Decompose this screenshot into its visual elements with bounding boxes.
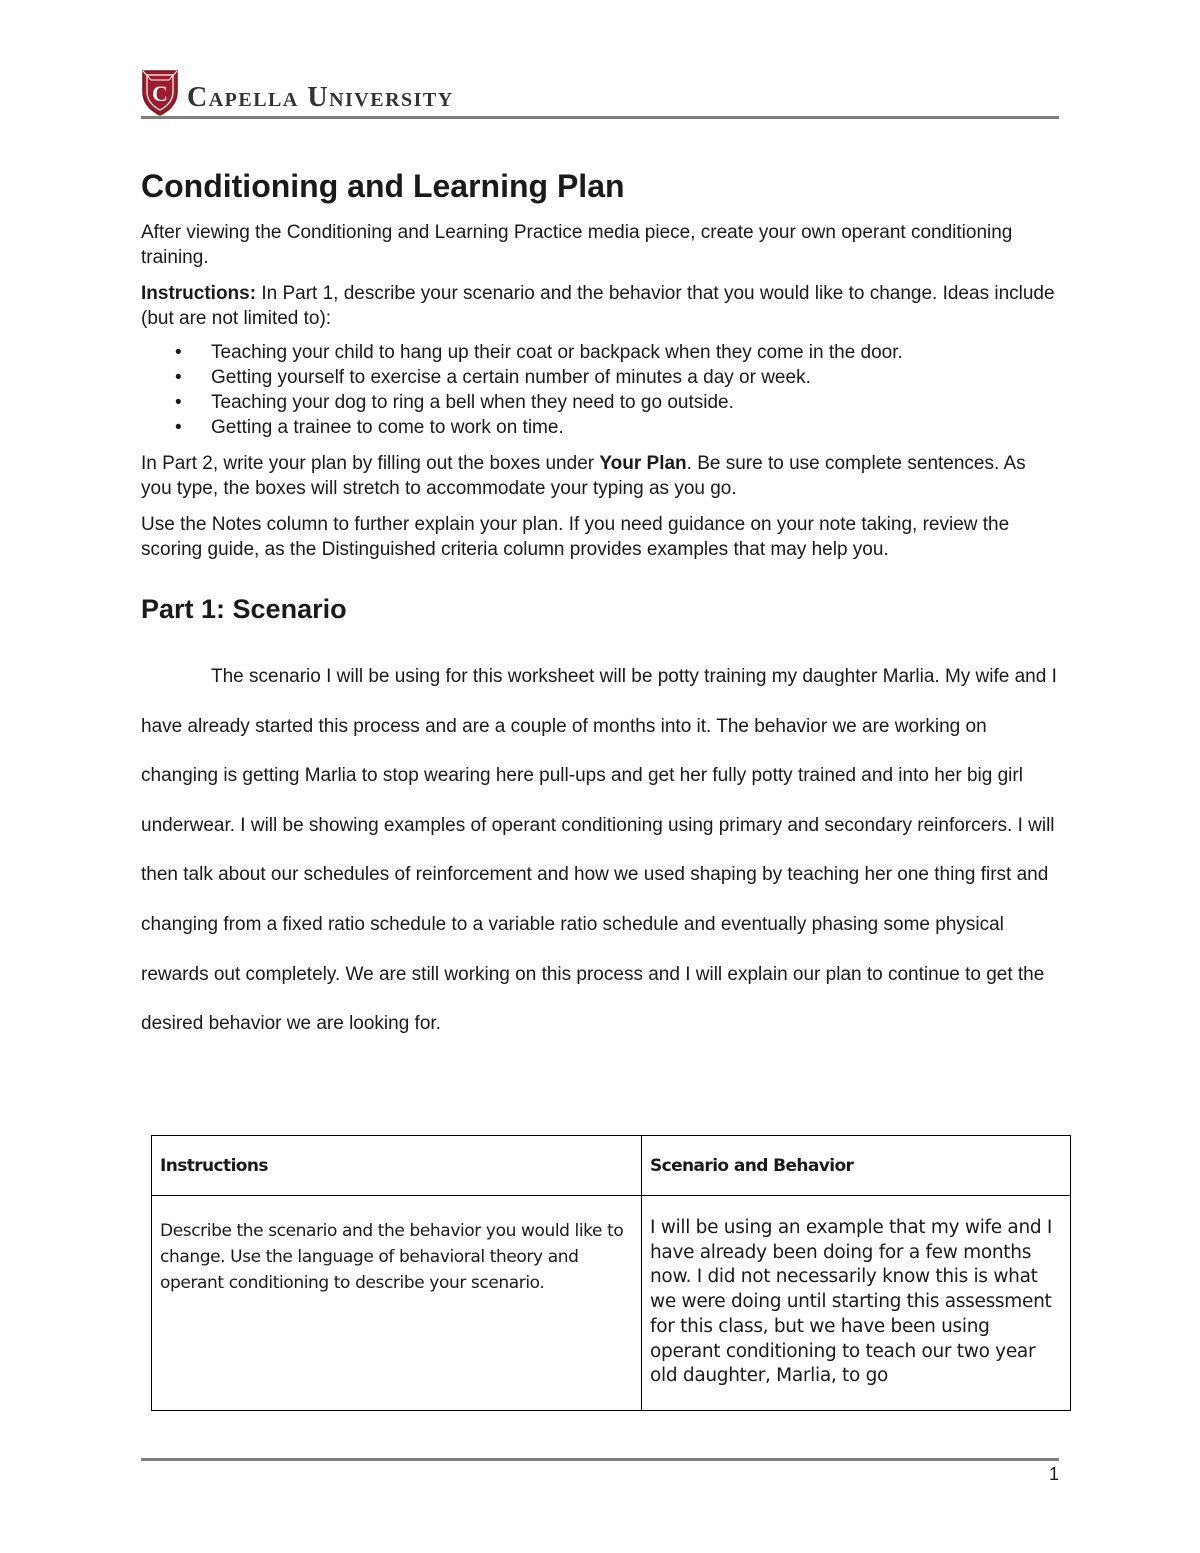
notes-paragraph: Use the Notes column to further explain your plan. If you need guidance on your note taking, review the scoring guide, as the Distinguished criteria column provides examples that may help you. [141,514,1010,560]
part2-paragraph: In Part 2, write your plan by filling out the boxes under Your Plan. Be sure to use complete sentences. As you type, the boxes will stretch to accommodate your typing as you go. [141,453,1026,499]
bullet-icon: • [175,392,182,413]
bullet-icon: • [175,367,182,388]
table-row [152,1196,1071,1411]
list-item: • Getting a trainee to come to work on time. [175,417,564,438]
ideas-list [141,340,1059,440]
instructions-text: In Part 1, describe your scenario and the behavior that you would like to change. Ideas include (but are not limited to): [141,283,1055,329]
instruction-cell: Describe the scenario and the behavior you would like to change. Use the language of behavioral theory and operant conditioning to describe your scenario. [152,1196,642,1411]
scenario-paragraph [141,652,1059,1049]
capella-shield-icon [141,68,179,116]
instructions-label: Instructions: [141,283,257,304]
answer-text: I will be using an example that my wife and I have already been doing for a few months now. I did not necessarily know this is what we were doing until starting this assessment for this class, but we have been using operant conditioning to teach our two year old daughter, Marlia, to go [650,1217,1053,1387]
header-scenario-behavior: Scenario and Behavior [642,1136,1071,1196]
answer-cell[interactable] [642,1196,1071,1411]
document-body [141,166,1059,1049]
intro-paragraph: After viewing the Conditioning and Learning Practice media piece, create your own operant conditioning training. [141,222,1013,268]
page-header [141,68,1059,120]
list-item: • Getting yourself to exercise a certain number of minutes a day or week. [175,367,811,388]
university-name: Capella University [187,82,454,113]
header-divider [141,116,1059,119]
scenario-table [151,1135,1071,1411]
list-item: • Teaching your dog to ring a bell when they need to go outside. [175,392,734,413]
document-title: Conditioning and Learning Plan [141,168,625,204]
table-header-row [152,1136,1071,1196]
bullet-icon: • [175,417,182,438]
page-number: 1 [1048,1464,1059,1484]
logo-letter: C [152,81,168,106]
bullet-icon: • [175,342,182,363]
part1-heading: Part 1: Scenario [141,594,347,624]
header-instructions: Instructions [152,1136,642,1196]
list-item: • Teaching your child to hang up their coat or backpack when they come in the door. [175,342,903,363]
your-plan-label: Your Plan [599,453,687,474]
footer-divider [141,1458,1059,1461]
instructions-paragraph [141,281,1059,331]
scenario-text: The scenario I will be using for this worksheet will be potty training my daughter Marlia. My wife and I have already started this process and are a couple of months into it. The behavior we are working on changing is getting Marlia to stop wearing here pull-ups and get her fully potty trained and into her big girl underwear. I will be showing examples of operant conditioning using primary and secondary reinforcers. I will then talk about our schedules of reinforcement and how we used shaping by teaching her one thing first and changing from a fixed ratio schedule to a variable ratio schedule and eventually phasing some physical rewards out completely. We are still working on this process and I will explain our plan to continue to get the desired behavior we are looking for. [141,666,1057,1035]
